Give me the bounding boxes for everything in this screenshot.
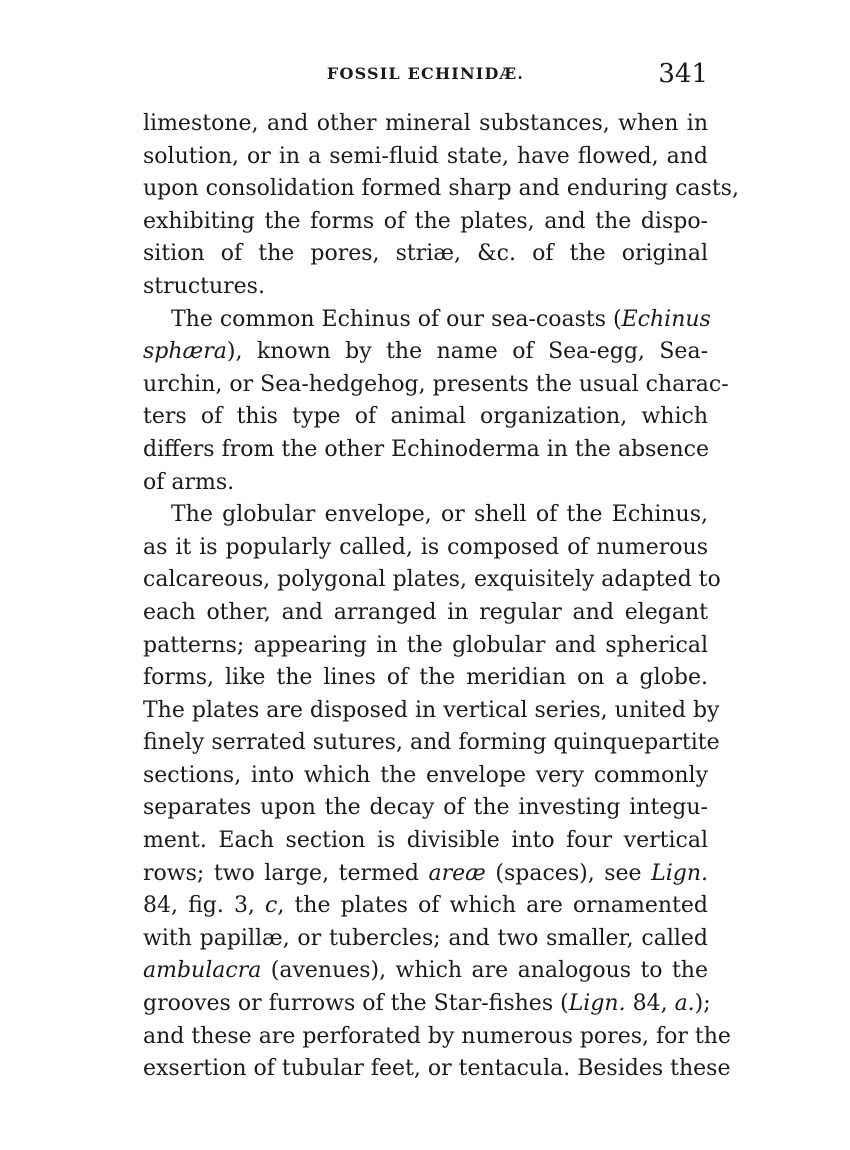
text-segment: finely serrated sutures, and forming quinquepartite [143,730,720,756]
text-line [143,792,708,825]
text-line [143,173,739,206]
text-segment: rows; two large, termed [143,860,429,886]
text-segment: calcareous, polygonal plates, exquisitely adapted to [143,567,721,593]
text-segment: differs from the other Echinoderma in the absence [143,436,709,462]
text-segment: The globular envelope, or shell of the Echinus, [171,502,708,528]
italic-text: ambulacra [143,958,262,984]
text-line [143,988,711,1021]
text-segment: The common Echinus of our sea-coasts ( [171,306,622,332]
text-segment: ment. Each section is divisible into four vertical [143,828,708,854]
text-line [143,141,708,174]
text-line [143,662,708,695]
text-line [143,825,708,858]
text-segment: sition of the pores, striæ, &c. of the original [143,241,708,267]
text-segment: structures. [143,273,265,299]
text-segment: The plates are disposed in vertical series, united by [143,697,720,723]
running-head [143,58,708,94]
italic-text: Echinus [621,306,711,332]
text-segment: as it is popularly called, is composed of numerous [143,534,708,560]
text-segment: 84, [625,991,675,1017]
text-segment: solution, or in a semi-fluid state, have flowed, and [143,143,708,169]
text-line [143,858,708,891]
text-line [143,304,711,337]
text-line [143,271,708,304]
text-segment: ters of this type of animal organization, which [143,404,708,430]
italic-text: Lign. [651,860,708,886]
text-segment: urchin, or Sea-hedgehog, presents the usual charac- [143,371,729,397]
text-line [143,923,708,956]
text-line [143,108,708,141]
text-line [143,401,708,434]
text-line [143,597,708,630]
text-segment: of arms. [143,469,235,495]
running-title: FOSSIL ECHINIDÆ. [326,64,525,83]
text-line [143,369,729,402]
paragraph [143,108,739,304]
italic-text: areæ [428,860,486,886]
text-segment: with papillæ, or tubercles; and two smaller, called [143,925,708,951]
text-line [143,630,708,663]
text-segment: upon consolidation formed sharp and enduring casts, [143,176,739,202]
text-line [143,238,708,271]
italic-text: a. [674,991,695,1017]
text-segment: each other, and arranged in regular and elegant [143,599,708,625]
text-segment: exhibiting the forms of the plates, and the dispo- [143,208,708,234]
text-segment: separates upon the decay of the investing integu- [143,795,708,821]
text-line [143,206,708,239]
paragraph [143,499,731,1086]
body-text [143,108,739,1086]
text-line [143,695,720,728]
text-segment: forms, like the lines of the meridian on a globe. [143,665,708,691]
text-line [143,336,708,369]
text-segment: 84, fig. 3, [143,893,266,919]
text-segment: , the plates of which are ornamented [277,893,708,919]
text-line [143,1021,731,1054]
text-segment: exsertion of tubular feet, or tentacula. Besides these [143,1056,731,1082]
text-line [143,532,708,565]
text-segment: ), known by the name of Sea-egg, Sea- [226,339,708,365]
text-segment: sections, into which the envelope very commonly [143,762,708,788]
text-line [143,499,708,532]
text-line [143,564,721,597]
italic-text: c [265,893,278,919]
text-line [143,760,708,793]
text-segment: patterns; appearing in the globular and spherical [143,632,708,658]
italic-text: sphæra [143,339,227,365]
page-number: 341 [658,59,708,89]
text-line [143,955,708,988]
text-line [143,890,708,923]
text-segment: and these are perforated by numerous pores, for the [143,1023,731,1049]
text-segment: (spaces), see [485,860,652,886]
text-line [143,727,720,760]
text-line [143,467,708,500]
text-line [143,434,708,467]
text-segment: ); [694,991,711,1017]
italic-text: Lign. [568,991,626,1017]
text-line [143,1053,731,1086]
text-segment: (avenues), which are analogous to the [261,958,708,984]
paragraph [143,304,729,500]
text-segment: limestone, and other mineral substances, when in [143,111,708,136]
text-segment: grooves or furrows of the Star-fishes ( [143,991,569,1017]
